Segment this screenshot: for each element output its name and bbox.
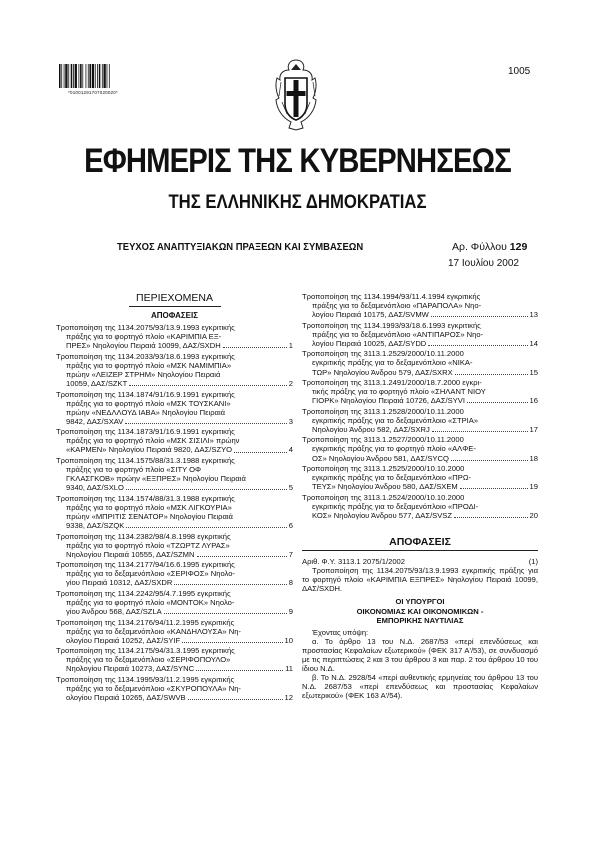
heading-rule: [129, 306, 221, 307]
contents-entry: [56, 390, 293, 426]
entry-text: ΤΕΥΣ» Νηολογίου Άνδρου 580, ΔΑΣ/SXEM: [312, 482, 458, 492]
dot-leader: [432, 431, 528, 432]
contents-entry: [56, 618, 293, 645]
entry-last-line: [312, 482, 538, 491]
contents-entry: [56, 646, 293, 673]
dot-leader: [126, 489, 287, 490]
entry-first-line: Τροποποίηση της 1134.2075/93/13.9.1993 εγκριτικής: [56, 323, 235, 333]
having-regard: Έχοντας υπόψη:: [312, 627, 369, 637]
entry-last-line: [66, 417, 293, 426]
entry-line: πράξης για το φορτηγό πλοίο «ΜΟΝΤΟΚ» Νηολο-: [66, 597, 235, 607]
entry-last-line: [66, 341, 293, 350]
dot-leader: [460, 488, 528, 489]
entry-text: ΤΩΡ» Νηολογίου Άνδρου 579, ΔΑΣ/SXRX: [312, 367, 453, 377]
entry-last-line: [66, 664, 293, 673]
contents-entry: [56, 589, 293, 616]
entry-last-line: [312, 454, 538, 463]
barcode-bar: [88, 64, 89, 88]
entry-line: εγκριτικής πράξης για το φορτηγό πλοίο «ΑΛΦΕ-: [312, 444, 476, 454]
dot-leader: [188, 699, 283, 700]
contents-heading: ΠΕΡΙΕΧΟΜΕΝΑ: [135, 292, 214, 304]
issue-number: 129: [509, 241, 528, 253]
barcode-bar: [89, 64, 91, 88]
entry-first-line: Τροποποίηση της 3113.1.2527/2000/10.11.2000: [302, 435, 464, 445]
barcode-bar: [64, 64, 65, 88]
entry-page-number: 5: [288, 483, 293, 493]
dot-leader: [431, 316, 528, 317]
barcode-bar: [71, 64, 73, 88]
entry-text: ολογίου Πειραιά 10252, ΔΑΣ/SYIF: [66, 635, 181, 645]
entry-line: πρώην «ΛΕΙΖΕΡ ΣΤΡΗΜ» Νηολογίου Πειραιά: [66, 369, 221, 379]
entry-line: εγκριτικής πράξης για το δεξαμενόπλοιο «ΝΙΚΑ-: [312, 358, 473, 368]
entry-line: ΓΚΛΑΣΓΚΟΒ» πρώην «ΕΞΠΡΕΣ» Νηολογίου Πειραιά: [66, 474, 246, 484]
contents-entry: [302, 378, 538, 405]
entry-text: Νηολογίου Πειραιά 10555, ΔΑΣ/SZMN: [66, 549, 195, 559]
entry-last-line: [66, 379, 293, 388]
barcode-bar: [82, 64, 83, 88]
entry-line: εγκριτικής πράξης για το δεξαμενόπλοιο «ΠΡΩ-: [312, 473, 472, 483]
contents-entry: [56, 532, 293, 559]
entry-first-line: Τροποποίηση της 1134.2176/94/11.2.1995 εγκριτικής: [56, 617, 235, 627]
entry-page-number: 16: [529, 396, 538, 406]
entry-text: ΚΟΣ» Νηολογίου Άνδρου 577, ΔΑΣ/SVSZ: [312, 510, 453, 520]
entry-text: λογίου Πειραιά 10175, ΔΑΣ/SVMW: [312, 310, 429, 320]
barcode-bar: [68, 64, 69, 88]
contents-right-column: [302, 292, 538, 700]
entry-last-line: [66, 693, 293, 702]
entry-line: πράξης για το δεξαμενόπλοιο «ΠΑΡΑΠΟΛΑ» Νηο-: [312, 301, 482, 311]
entry-line: πράξης για το δεξαμενόπλοιο «ΚΑΝΔΗΛΟΥΣΑ» Νη-: [66, 626, 241, 636]
entry-text: Νηολογίου Άνδρου 582, ΔΑΣ/SXRJ: [312, 424, 430, 434]
entry-page-number: 13: [529, 310, 538, 320]
contents-list-left: [56, 323, 293, 702]
issue-label: Αρ. Φύλλου: [452, 241, 507, 253]
entry-first-line: Τροποποίηση της 1134.2033/93/18.6.1993 εγκριτικής: [56, 351, 235, 361]
contents-entry: [302, 292, 538, 319]
entry-last-line: [312, 511, 538, 520]
entry-text: 9338, ΔΑΣ/SZQK: [66, 521, 125, 531]
entry-line: πράξης για το φορτηγό πλοίο «ΜΣΚ ΣΙΣΙΛΙ» πρώην: [66, 436, 240, 446]
entry-first-line: Τροποποίηση της 3113.1.2524/2000/10.10.2000: [302, 492, 465, 502]
dot-leader: [428, 345, 527, 346]
entry-first-line: Τροποποίηση της 3113.1.2491/2000/18.7.2000 εγκρι-: [302, 378, 482, 388]
dot-leader: [126, 527, 286, 528]
entry-page-number: 8: [288, 578, 293, 588]
entry-line: πράξης για το δεξαμενόπλοιο «ΣΕΡΙΦΟΠΟΥΛΟ»: [66, 655, 231, 665]
entry-line: πράξης για το δεξαμενόπλοιο «ΣΕΡΙΦΟΣ» Νηολο-: [66, 569, 235, 579]
entry-text: γίου Άνδρου 568, ΔΑΣ/SZLA: [66, 607, 162, 617]
entry-line: πράξης για το φορτηγό πλοίο «ΣΙΤΥ ΟΦ: [66, 465, 202, 475]
entry-line: πράξης για το δεξαμενόπλοιο «ΣΚΥΡΟΠΟΥΛΑ» Νη-: [66, 683, 241, 693]
decision-ref: Αριθ. Φ.Υ. 3113.1 2075/1/2002: [302, 557, 405, 567]
decision-summary: Τροποποίηση της 1134.2075/93/13.9.1993 εγκριτικής πράξης για το φορτηγό πλοίο «ΚΑΡΙΜΠΙΑ ΕΞΠΡΕΣ» Νηολογίου Πειραιά 10099, ΔΑΣ/SXDH.: [302, 566, 538, 594]
entry-line: πράξης για το φορτηγό πλοίο «ΜΣΚ ΝΑΜΙΜΠΙΑ»: [66, 360, 232, 370]
entry-last-line: [312, 339, 538, 348]
dot-leader: [197, 556, 287, 557]
page-number: 1005: [508, 66, 531, 77]
entry-line: πράξης για το δεξαμενόπλοιο «ΑΝΤΙΠΑΡΟΣ» Νηο-: [312, 329, 484, 339]
entry-text: ολογίου Πειραιά 10265, ΔΑΣ/SWVB: [66, 693, 186, 703]
dot-leader: [451, 460, 528, 461]
barcode-number: *01001291707020020*: [68, 90, 118, 95]
greek-coat-of-arms-icon: [273, 58, 319, 132]
paragraph-b: β. Το Ν.Δ. 2928/54 «περί αυθεντικής ερμηνείας του άρθρου 13 του Ν.Δ. 2687/53 «περί επενδύσεως και προστασίας Κεφαλαίων εξωτερικού» (ΦΕΚ 163 Α'/54).: [302, 673, 538, 701]
entry-text: 9340, ΔΑΣ/SXLO: [66, 483, 124, 493]
entry-first-line: Τροποποίηση της 1134.2177/94/16.6.1995 εγκριτικής: [56, 560, 235, 570]
entry-last-line: [66, 445, 293, 454]
issue-info: [452, 241, 527, 253]
entry-first-line: Τροποποίηση της 1134.1995/93/11.2.1995 εγκριτικής: [56, 674, 235, 684]
entry-page-number: 11: [285, 664, 293, 674]
barcode-bar: [80, 64, 82, 88]
entry-first-line: Τροποποίηση της 1134.1575/88/31.3.1988 εγκριτικής: [56, 455, 235, 465]
decisions-rule: [302, 550, 538, 551]
contents-entry: [302, 435, 538, 462]
barcode-bar: [99, 64, 101, 88]
entry-last-line: [312, 368, 538, 377]
entry-first-line: Τροποποίηση της 1134.1873/91/16.9.1991 εγκριτικής: [56, 427, 235, 437]
entry-first-line: Τροποποίηση της 1134.2175/94/31.3.1995 εγκριτικής: [56, 646, 235, 656]
issue-date: 17 Ιουλίου 2002: [448, 258, 519, 269]
entry-page-number: 15: [529, 367, 538, 377]
gazette-title: ΕΦΗΜΕΡΙΣ ΤΗΣ ΚΥΒΕΡΝΗΣΕΩΣ: [84, 142, 511, 180]
entry-last-line: [66, 483, 293, 492]
decision-ref-number: (1): [528, 557, 538, 567]
entry-text: γίου Πειραιά 10312, ΔΑΣ/SXDR: [66, 578, 173, 588]
entry-last-line: [66, 636, 293, 645]
entry-last-line: [66, 578, 293, 587]
entry-text: ΠΡΕΣ» Νηολογίου Πειραιά 10099, ΔΑΣ/SXDH: [66, 341, 221, 351]
contents-list-right: [302, 292, 538, 520]
entry-line: πράξης για το φορτηγό πλοίο «ΜΣΚ ΤΟΥΣΚΑΝΙ»: [66, 398, 231, 408]
contents-entry: [56, 323, 293, 350]
entry-line: πρώην «ΜΠΡΙΤΙΣ ΣΕΝΑΤΟΡ» Νηολογίου Πειραιά: [66, 511, 233, 521]
ministers-line-3: ΕΜΠΟΡΙΚΗΣ ΝΑΥΤΙΛΙΑΣ: [376, 615, 464, 625]
barcode-bar: [107, 64, 108, 88]
entry-text: λογίου Πειραιά 10025, ΔΑΣ/SYDD: [312, 338, 427, 348]
entry-first-line: Τροποποίηση της 1134.2382/98/4.8.1998 εγκριτικής: [56, 531, 231, 541]
entry-last-line: [66, 550, 293, 559]
barcode-bar: [97, 64, 98, 88]
ministers-line-2: ΟΙΚΟΝΟΜΙΑΣ ΚΑΙ ΟΙΚΟΝΟΜΙΚΩΝ -: [356, 606, 484, 616]
entry-last-line: [312, 396, 538, 405]
dot-leader: [467, 402, 528, 403]
dot-leader: [164, 613, 287, 614]
contents-left-column: [56, 292, 293, 704]
entry-page-number: 14: [529, 338, 538, 348]
entry-page-number: 7: [288, 549, 293, 559]
barcode-bar: [103, 64, 105, 88]
entry-line: τικής πράξης για το φορτηγό πλοίο «ΣΗΛΑΝΤ ΝΙΟΥ: [312, 387, 486, 397]
contents-entry: [56, 494, 293, 530]
barcode-bar: [65, 64, 67, 88]
entry-first-line: Τροποποίηση της 1134.1993/93/18.6.1993 εγκριτικής: [302, 320, 481, 330]
entry-last-line: [66, 521, 293, 530]
barcode-bar: [109, 64, 110, 88]
entry-line: πράξης για το φορτηγό πλοίο «ΚΑΡΙΜΠΙΑ ΕΞ-: [66, 332, 222, 342]
entry-page-number: 4: [288, 445, 293, 455]
barcode-bar: [73, 64, 74, 88]
contents-entry: [302, 464, 538, 491]
entry-page-number: 10: [284, 635, 293, 645]
barcode-bar: [95, 64, 96, 88]
entry-page-number: 12: [284, 693, 293, 703]
entry-text: ΟΣ» Νηολογίου Άνδρου 581, ΔΑΣ/SYCQ: [312, 453, 449, 463]
entry-last-line: [312, 425, 538, 434]
dot-leader: [223, 347, 287, 348]
dot-leader: [455, 374, 528, 375]
dot-leader: [182, 642, 282, 643]
barcode-bar: [92, 64, 94, 88]
barcode-bar: [61, 64, 62, 88]
entry-first-line: Τροποποίηση της 1134.1994/93/11.4.1994 εγκριτικής: [302, 292, 481, 301]
entry-first-line: Τροποποίηση της 1134.2242/95/4.7.1995 εγκριτικής: [56, 588, 231, 598]
paragraph-a: α. Το άρθρο 13 του Ν.Δ. 2687/53 «περί επενδύσεως και προστασίας Κεφαλαίων εξωτερικού» (ΦΕΚ 317 Α'/53), σε συνδυασμό με τις περιπτώσεις 2 και 3 του άρθρου 3 και παρ. 2 του άρθρου 10 του ίδιου Ν.Δ.: [302, 636, 538, 674]
contents-entry: [302, 407, 538, 434]
barcode-bar: [59, 64, 61, 88]
entry-line: πράξης για το φορτηγό πλοίο «ΤΖΩΡΤΖ ΛΥΡΑΣ»: [66, 540, 230, 550]
entry-last-line: [66, 607, 293, 616]
contents-entry: [302, 321, 538, 348]
contents-entry: [56, 427, 293, 454]
entry-first-line: Τροποποίηση της 1134.1574/88/31.3.1988 εγκριτικής: [56, 493, 235, 503]
decision-reference: [302, 557, 538, 566]
entry-text: «ΚΑΡΜΕΝ» Νηολογίου Πειραιά 9820, ΔΑΣ/SZYO: [66, 445, 233, 455]
dot-leader: [454, 517, 528, 518]
contents-subheading: ΑΠΟΦΑΣΕΙΣ: [150, 311, 199, 320]
entry-first-line: Τροποποίηση της 3113.1.2525/2000/10.10.2000: [302, 464, 465, 474]
gazette-subtitle: ΤΗΣ ΕΛΛΗΝΙΚΗΣ ΔΗΜΟΚΡΑΤΙΑΣ: [168, 192, 427, 213]
contents-entry: [302, 493, 538, 520]
entry-text: 9842, ΔΑΣ/SXAV: [66, 416, 124, 426]
contents-entry: [56, 675, 293, 702]
contents-entry: [56, 456, 293, 492]
series-name: ΤΕΥΧΟΣ ΑΝΑΠΤΥΞΙΑΚΩΝ ΠΡΑΞΕΩΝ ΚΑΙ ΣΥΜΒΑΣΕΩΝ: [117, 241, 364, 253]
entry-text: Νηολογίου Πειραιά 10273, ΔΑΣ/SYNC: [66, 664, 195, 674]
entry-line: εγκριτικής πράξης για το δεξαμενόπλοιο «ΣΤΡΙΑ»: [312, 415, 479, 425]
dot-leader: [125, 423, 286, 424]
entry-first-line: Τροποποίηση της 3113.1.2529/2000/10.11.2000: [302, 349, 464, 359]
decisions-heading: ΑΠΟΦΑΣΕΙΣ: [389, 535, 451, 548]
entry-line: πρώην «ΝΕΔΛΛΟΥΔ ΙΑΒΑ» Νηολογίου Πειραιά: [66, 407, 226, 417]
entry-page-number: 19: [529, 482, 538, 492]
entry-page-number: 20: [529, 510, 538, 520]
dot-leader: [129, 385, 287, 386]
contents-entry: [56, 352, 293, 388]
barcode-bar: [102, 64, 103, 88]
entry-page-number: 9: [288, 607, 293, 617]
entry-first-line: Τροποποίηση της 3113.1.2528/2000/10.11.2000: [302, 406, 464, 416]
entry-line: πράξης για το φορτηγό πλοίο «ΜΣΚ ΛΙΓΚΟΥΡΙΑ»: [66, 502, 232, 512]
dot-leader: [196, 670, 283, 671]
barcode: [59, 64, 127, 88]
entry-text: 10059, ΔΑΣ/SZKT: [66, 379, 128, 389]
entry-page-number: 2: [288, 379, 293, 389]
barcode-bar: [75, 64, 77, 88]
entry-text: ΓΙΟΡΚ» Νηολογίου Πειραιά 10726, ΔΑΣ/SYVI: [312, 396, 465, 406]
barcode-bar: [79, 64, 80, 88]
entry-page-number: 6: [288, 521, 293, 531]
entry-line: εγκριτικής πράξης για το δεξαμενόπλοιο «ΠΡΟΔΙ-: [312, 501, 479, 511]
entry-last-line: [312, 310, 538, 319]
entry-page-number: 18: [529, 453, 538, 463]
dot-leader: [234, 452, 287, 453]
contents-entry: [56, 560, 293, 587]
entry-page-number: 1: [288, 341, 293, 351]
entry-page-number: 3: [288, 416, 293, 426]
entry-first-line: Τροποποίηση της 1134.1874/91/16.9.1991 εγκριτικής: [56, 389, 235, 399]
dot-leader: [174, 584, 286, 585]
entry-page-number: 17: [529, 424, 538, 434]
ministers-line-1: ΟΙ ΥΠΟΥΡΓΟΙ: [395, 597, 445, 607]
contents-entry: [302, 349, 538, 376]
barcode-bar: [86, 64, 87, 88]
